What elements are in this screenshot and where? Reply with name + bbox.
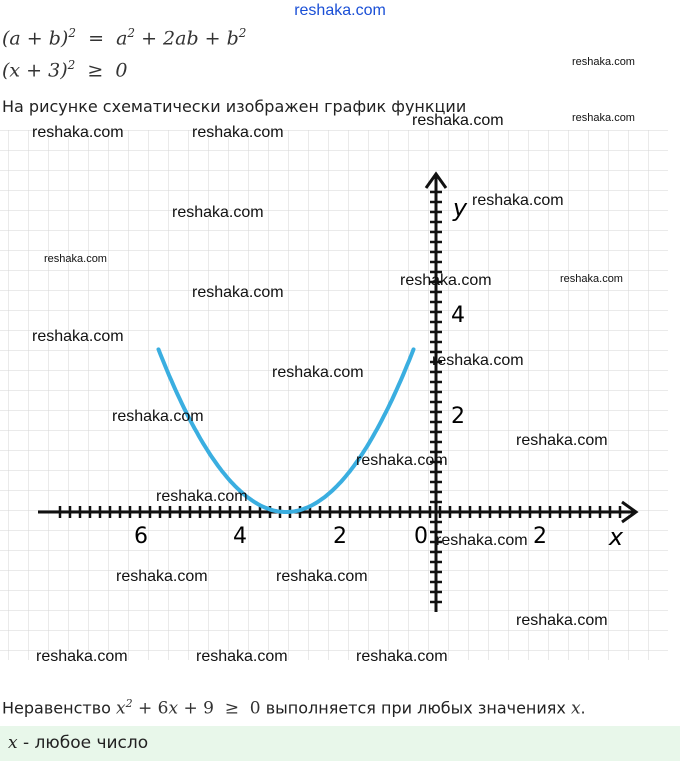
watermark: reshaka.com: [356, 452, 448, 469]
watermark: reshaka.com: [196, 648, 288, 665]
watermark: reshaka.com: [276, 568, 368, 585]
formula-2-op: ≥: [87, 59, 104, 82]
watermark: reshaka.com: [192, 284, 284, 301]
formula-2-lhs: (x + 3): [2, 59, 68, 82]
formula-2-rhs: 0: [115, 59, 128, 82]
watermark: reshaka.com: [472, 192, 564, 209]
y-tick-label: 2: [451, 404, 465, 429]
watermark: reshaka.com: [32, 328, 124, 345]
watermark: reshaka.com: [112, 408, 204, 425]
x-tick-label: 2: [533, 524, 547, 549]
formula-1-op: =: [88, 27, 104, 50]
watermark: reshaka.com: [560, 273, 623, 285]
x-tick-label: 0: [414, 524, 428, 549]
formula-1-lhs: (a + b): [2, 27, 69, 50]
x-axis-label: x: [608, 523, 624, 551]
conclusion-mid: + 6: [132, 698, 169, 719]
watermark: reshaka.com: [412, 112, 504, 129]
watermark: reshaka.com: [516, 612, 608, 629]
conclusion-end: .: [580, 698, 586, 718]
watermark: reshaka.com: [272, 364, 364, 381]
formula-1-lhs-exp: 2: [68, 26, 76, 40]
watermark: reshaka.com: [172, 204, 264, 221]
formula-1-a-exp: 2: [127, 26, 136, 40]
watermark: reshaka.com: [400, 272, 492, 289]
formula-1-b-exp: 2: [238, 26, 247, 40]
conclusion-suffix: выполняется при любых значениях: [260, 698, 571, 718]
watermark: reshaka.com: [44, 253, 107, 265]
conclusion-x1: x: [116, 698, 126, 719]
conclusion-text: [2, 697, 586, 718]
watermark: reshaka.com: [32, 124, 124, 141]
site-link[interactable]: reshaka.com: [294, 2, 386, 19]
watermark: reshaka.com: [572, 112, 635, 124]
x-tick-label: 4: [233, 524, 247, 549]
formula-1-b: b: [226, 27, 239, 50]
conclusion-prefix: Неравенство: [2, 698, 116, 718]
function-graph: [0, 130, 680, 670]
conclusion-x1-exp: 2: [125, 697, 133, 710]
answer-text: [8, 733, 148, 753]
formula-inequality: [2, 58, 127, 81]
watermark: reshaka.com: [516, 432, 608, 449]
watermark: reshaka.com: [572, 56, 635, 68]
x-tick-label: 6: [134, 524, 148, 549]
answer-label: - любое число: [17, 733, 149, 753]
watermark: reshaka.com: [156, 488, 248, 505]
y-axis-label: y: [452, 194, 468, 222]
watermark: reshaka.com: [36, 648, 128, 665]
watermark: reshaka.com: [436, 532, 528, 549]
watermark: reshaka.com: [356, 648, 448, 665]
conclusion-tail: + 9 ≥ 0: [178, 698, 261, 719]
formula-2-lhs-exp: 2: [67, 58, 76, 72]
answer-var: x: [8, 733, 18, 753]
graph-caption: На рисунке схематически изображен график функции: [2, 97, 467, 116]
formula-1-a: a: [116, 27, 128, 50]
watermark: reshaka.com: [432, 352, 524, 369]
conclusion-x3: x: [570, 698, 581, 719]
formula-identity: [2, 26, 246, 49]
y-tick-label: 4: [451, 303, 465, 328]
x-tick-label: 2: [333, 524, 347, 549]
watermark: reshaka.com: [192, 124, 284, 141]
formula-1-mid: + 2ab +: [135, 27, 227, 50]
conclusion-x2: x: [168, 698, 179, 719]
watermark: reshaka.com: [116, 568, 208, 585]
